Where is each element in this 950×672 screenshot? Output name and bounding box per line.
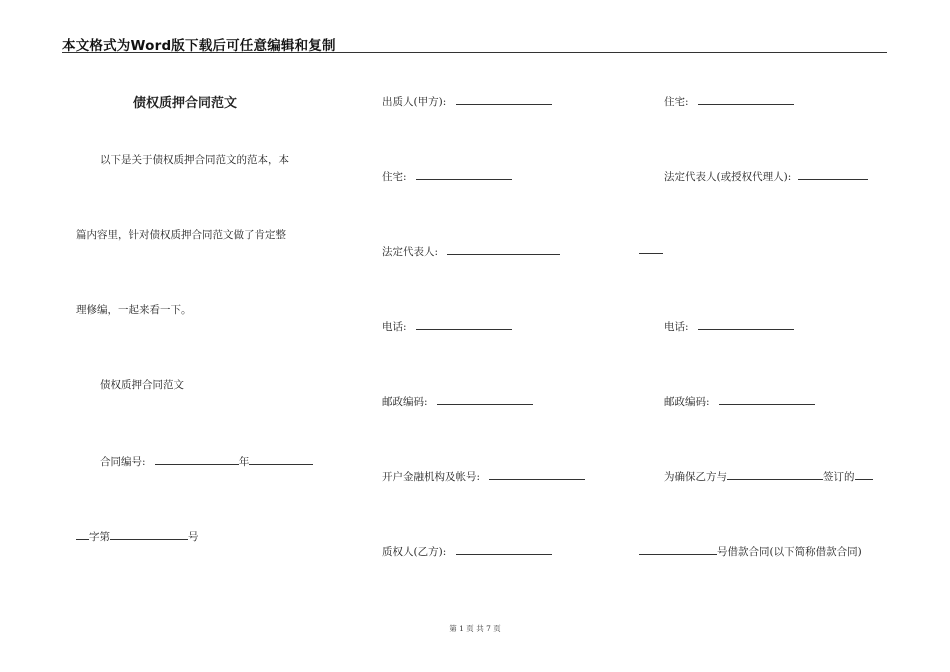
pledgor-postcode-row xyxy=(382,393,533,409)
pledgor-postcode-label: 邮政编码: xyxy=(382,396,428,408)
doc-subtitle: 债权质押合同范文 xyxy=(100,379,184,391)
loan-label: 号借款合同(以下简称借款合同) xyxy=(717,546,862,558)
pledgee-phone-blank xyxy=(698,318,794,330)
ensure-label-b: 签订的 xyxy=(823,471,855,483)
pledgor-row xyxy=(382,93,552,109)
pledgee-phone-label: 电话: xyxy=(664,321,689,333)
hao-label: 号 xyxy=(188,531,199,543)
pledgee-legal-rep-row xyxy=(664,168,868,184)
pledgor-address-label: 住宅: xyxy=(382,171,407,183)
intro-line-1: 以下是关于债权质押合同范文的范本，本 xyxy=(100,154,289,166)
pledgor-phone-blank xyxy=(416,318,512,330)
pledgor-phone-label: 电话: xyxy=(382,321,407,333)
pledgee-legal-rep-label: 法定代表人(或授权代理人): xyxy=(664,171,792,183)
serial-row xyxy=(76,528,199,544)
pledgee-blank xyxy=(456,543,552,555)
pledgor-legal-rep-label: 法定代表人: xyxy=(382,246,439,258)
pledgor-address-row xyxy=(382,168,512,184)
prefix-blank xyxy=(76,528,89,540)
doc-title: 债权质押合同范文 xyxy=(133,96,238,111)
pledgee-address-blank xyxy=(698,93,794,105)
ensure-blank xyxy=(727,468,823,480)
zi-di-label: 字第 xyxy=(89,531,110,543)
pledgee-postcode-blank xyxy=(719,393,815,405)
pledgor-address-blank xyxy=(416,168,512,180)
pledgor-bank-label: 开户金融机构及帐号: xyxy=(382,471,481,483)
loan-no-blank xyxy=(639,543,717,555)
pledgor-postcode-blank xyxy=(437,393,533,405)
pledgor-legal-rep-row xyxy=(382,243,560,259)
ensure-tail-blank xyxy=(855,468,873,480)
serial-blank xyxy=(110,528,188,540)
pledgor-label: 出质人(甲方): xyxy=(382,96,447,108)
pledgee-postcode-row xyxy=(664,393,815,409)
ensure-row xyxy=(664,468,873,484)
document-header: 本文格式为Word版下载后可任意编辑和复制 xyxy=(62,38,336,54)
year-label: 年 xyxy=(238,456,250,468)
intro-line-3: 理修编，一起来看一下。 xyxy=(76,304,192,316)
pledgee-address-label: 住宅: xyxy=(664,96,689,108)
pledgor-legal-rep-blank xyxy=(447,243,560,255)
pledgee-label: 质权人(乙方): xyxy=(382,546,447,558)
contract-no-blank xyxy=(155,453,239,465)
loan-row xyxy=(639,543,862,559)
continuation-blank xyxy=(639,253,663,254)
pledgee-address-row xyxy=(664,93,794,109)
pledgor-bank-row xyxy=(382,468,585,484)
pledgor-phone-row xyxy=(382,318,512,334)
pledgee-postcode-label: 邮政编码: xyxy=(664,396,710,408)
header-rule xyxy=(62,52,887,53)
year-blank xyxy=(249,453,313,465)
pledgee-phone-row xyxy=(664,318,794,334)
intro-line-2: 篇内容里，针对债权质押合同范文做了肯定整 xyxy=(76,229,286,241)
page-footer: 第 1 页 共 7 页 xyxy=(449,624,501,633)
ensure-label-a: 为确保乙方与 xyxy=(664,471,727,483)
pledgor-blank xyxy=(456,93,552,105)
contract-no-row xyxy=(100,453,313,469)
pledgee-legal-rep-blank xyxy=(798,168,868,180)
contract-no-label: 合同编号: xyxy=(100,456,146,468)
pledgee-row xyxy=(382,543,552,559)
pledgor-bank-blank xyxy=(489,468,585,480)
